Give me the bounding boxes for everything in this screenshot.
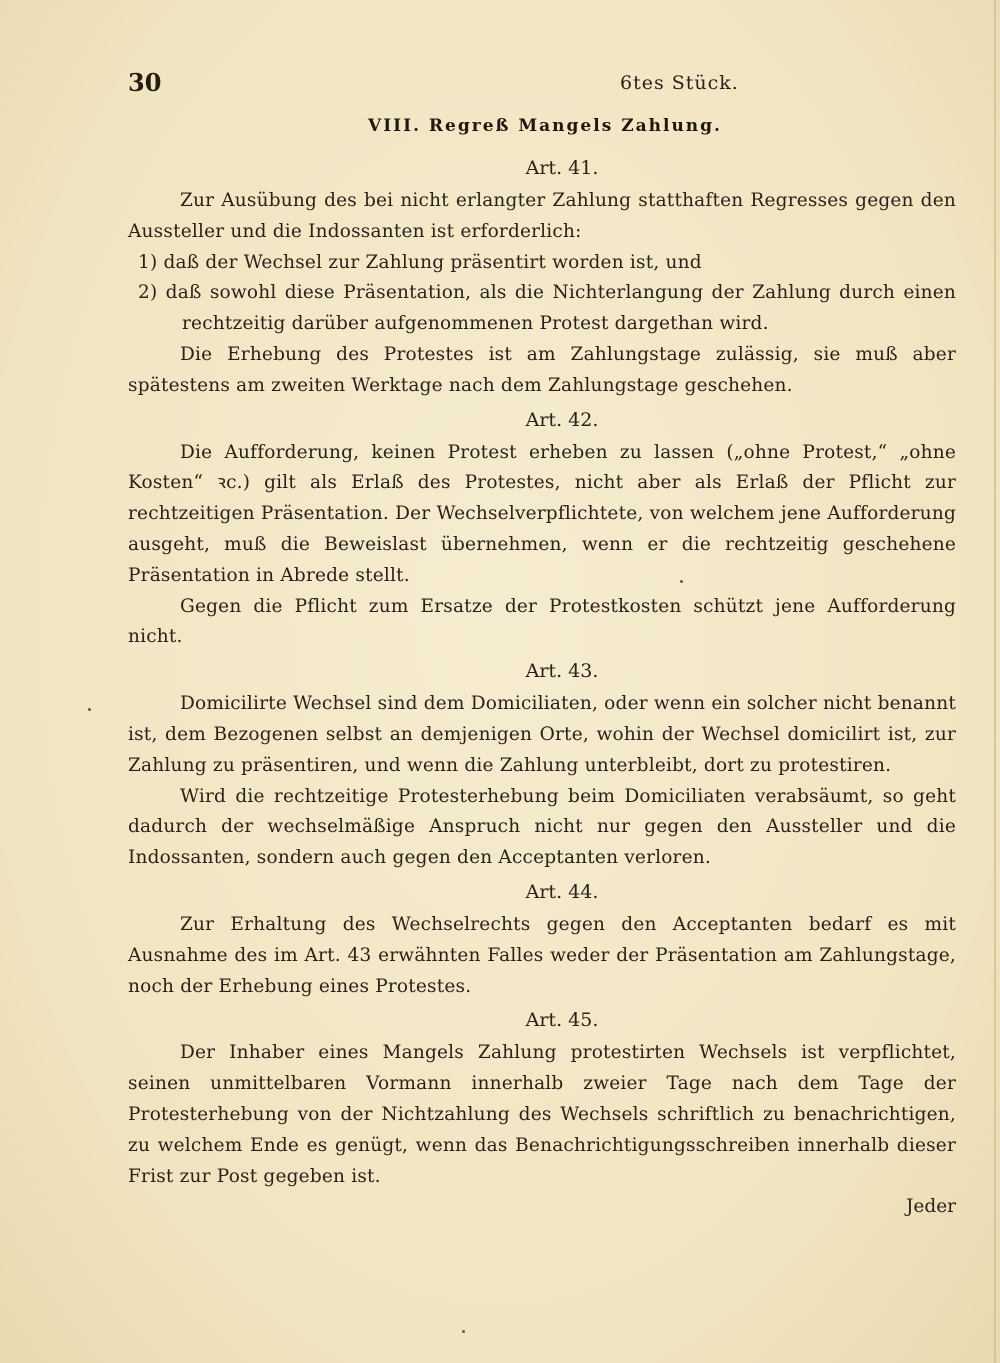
paragraph: Wird die rechtzeitige Protesterhebung beim Domiciliaten verabsäumt, so geht dadurch der wechselmäßige Anspruch nicht nur gegen den Aussteller und die Indossanten, sondern auch gegen den Acceptanten verloren. xyxy=(128,785,956,869)
running-head: 6tes Stück. xyxy=(620,72,739,94)
catchword: Jeder xyxy=(906,1196,956,1218)
page-number: 30 xyxy=(128,68,162,97)
paragraph: Der Inhaber eines Mangels Zahlung protestirten Wechsels ist verpflichtet, seinen unmittelbaren Vormann innerhalb zweier Tage nach dem Tage der Protesterhebung von der Nichtzahlung des Wechsels schriftlich zu benachrichtigen, zu welchem Ende es genügt, wenn das Benachrichtigungsschreiben innerhalb dieser Frist zur Post gegeben ist. xyxy=(128,1042,956,1187)
article-44 xyxy=(128,874,956,1002)
paper-speck xyxy=(462,1330,465,1333)
page-body xyxy=(128,150,956,1223)
article-43 xyxy=(128,653,956,874)
paragraph: Die Erhebung des Protestes ist am Zahlungstage zulässig, sie muß aber spätestens am zweiten Werktage nach dem Zahlungstage geschehen. xyxy=(128,343,956,396)
article-heading: Art. 43. xyxy=(525,660,599,683)
article-heading: Art. 44. xyxy=(525,880,599,903)
article-heading: Art. 42. xyxy=(525,408,599,431)
paragraph: Zur Ausübung des bei nicht erlangter Zahlung statthaften Regresses gegen den Aussteller und die Indossanten ist erforderlich: xyxy=(128,190,956,242)
paragraph: Domicilirte Wechsel sind dem Domiciliaten, oder wenn ein solcher nicht benannt ist, dem Bezogenen selbst an demjenigen Orte, wohin der Wechsel domicilirt ist, zur Zahlung zu präsentiren, und wenn die Zahlung unterbleibt, dort zu protestiren. xyxy=(128,693,956,776)
paragraph: Zur Erhaltung des Wechselrechts gegen den Acceptanten bedarf es mit Ausnahme des im Art. 43 erwähnten Falles weder der Präsentation am Zahlungstage, noch der Erhebung eines Protestes. xyxy=(128,913,956,997)
paper-speck xyxy=(680,580,683,583)
list-item: 2) daß sowohl diese Präsentation, als die Nichterlangung der Zahlung durch einen rechtzeitig darüber aufgenommenen Protest dargethan wird. xyxy=(138,282,956,335)
section-title: VIII. Regreß Mangels Zahlung. xyxy=(368,116,722,136)
article-45 xyxy=(128,1002,956,1192)
paragraph: Gegen die Pflicht zum Ersatze der Protestkosten schützt jene Aufforderung nicht. xyxy=(128,595,956,648)
article-heading: Art. 41. xyxy=(525,157,599,179)
article-heading: Art. 45. xyxy=(525,1009,599,1032)
paragraph: Die Aufforderung, keinen Protest erheben zu lassen („ohne Protest,“ „ohne Kosten“ ꝛc.) gilt als Erlaß des Protestes, nicht aber als Erlaß der Pflicht zur rechtzeitigen Präsentation. Der Wechselverpflichtete, von welchem jene Aufforderung ausgeht, muß die Beweislast übernehmen, wenn er die rechtzeitig geschehene Präsentation in Abrede stellt. xyxy=(128,441,956,586)
page-edge xyxy=(994,0,996,1363)
paper-speck xyxy=(88,708,91,711)
article-41 xyxy=(128,150,956,402)
article-42 xyxy=(128,402,956,654)
page-header xyxy=(128,68,958,98)
list-item: 1) daß der Wechsel zur Zahlung präsentirt worden ist, und xyxy=(138,251,702,273)
